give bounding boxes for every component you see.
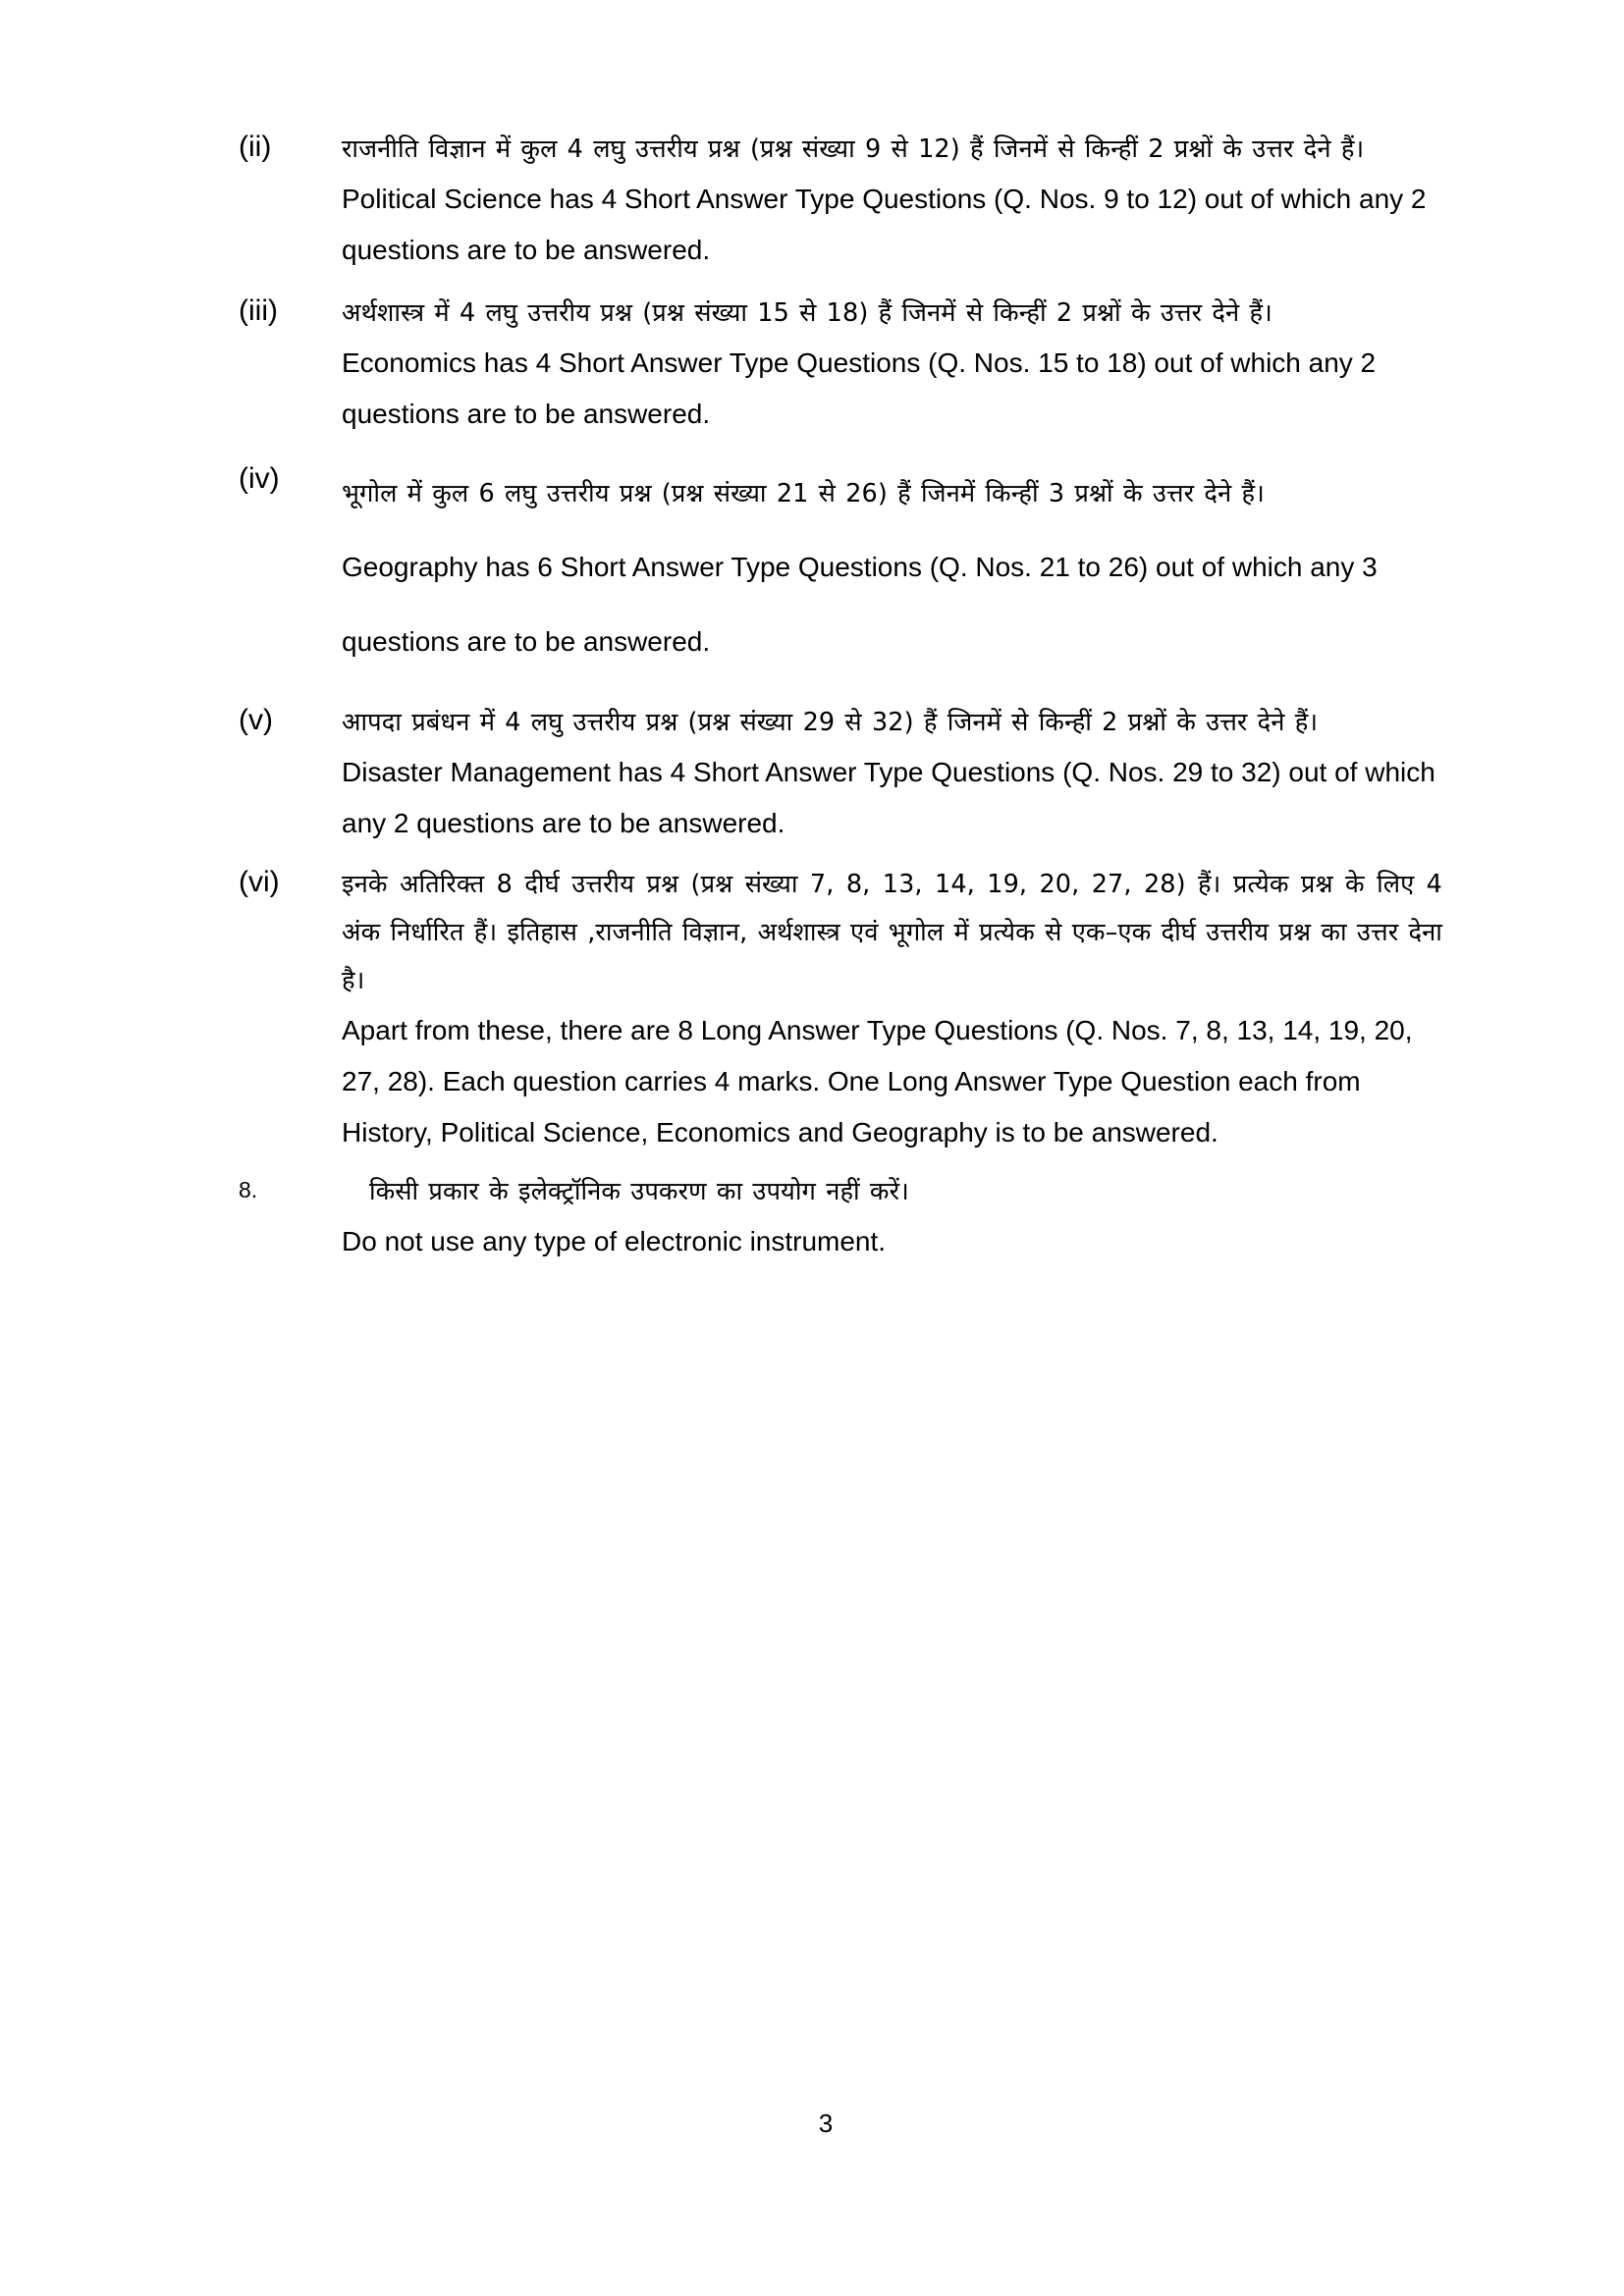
item-marker-vi: (vi) [239, 866, 280, 898]
item-body-8 [342, 1168, 1442, 1267]
item-marker-8: 8. [239, 1177, 258, 1202]
item-body-v [342, 699, 1442, 849]
page-number [0, 2109, 1624, 2139]
item-body-iii [342, 290, 1442, 440]
item-marker-iv: (iv) [239, 462, 280, 495]
item-marker-ii: (ii) [239, 131, 272, 163]
item-english-text-v: Disaster Management has 4 Short Answer Type Questions (Q. Nos. 29 to 32) out of which any 2 questions are to be answered. [342, 757, 1435, 838]
item-english-text-vi: Apart from these, there are 8 Long Answer Type Questions (Q. Nos. 7, 8, 13, 14, 19, 20, 27, 28). Each question carries 4 marks. One Long Answer Type Question each from History, Political Science, Economics and Geography is to be answered. [342, 1015, 1413, 1148]
instruction-item-8 [0, 1168, 1624, 1267]
item-marker-iii: (iii) [239, 294, 278, 327]
instruction-item-iii [0, 290, 1624, 440]
item-english-text-ii: Political Science has 4 Short Answer Type Questions (Q. Nos. 9 to 12) out of which any 2 questions are to be answered. [342, 184, 1427, 265]
instruction-item-ii [0, 126, 1624, 276]
page-number-value: 3 [818, 2109, 834, 2138]
item-english-text-iv: Geography has 6 Short Answer Type Questions (Q. Nos. 21 to 26) out of which any 3 questions are to be answered. [342, 552, 1378, 657]
item-hindi-text-v: आपदा प्रबंधन में 4 लघु उत्तरीय प्रश्न (प्रश्न संख्या 29 से 32) हैं जिनमें से किन्हीं 2 प्रश्नों के उत्तर देने हैं। [342, 708, 1319, 737]
item-body-iv [342, 457, 1442, 679]
instruction-item-vi [0, 861, 1624, 1158]
item-hindi-text-iv: भूगोल में कुल 6 लघु उत्तरीय प्रश्न (प्रश्न संख्या 21 से 26) हैं जिनमें किन्हीं 3 प्रश्नों के उत्तर देने हैं। [342, 479, 1265, 508]
item-body-vi [342, 861, 1442, 1158]
item-english-text-8: Do not use any type of electronic instrument. [342, 1226, 887, 1256]
item-hindi-text-ii: राजनीति विज्ञान में कुल 4 लघु उत्तरीय प्रश्न (प्रश्न संख्या 9 से 12) हैं जिनमें से किन्हीं 2 प्रश्नों के उत्तर देने हैं। [342, 134, 1365, 164]
instruction-item-v [0, 699, 1624, 849]
item-hindi-text-vi: इनके अतिरिक्त 8 दीर्घ उत्तरीय प्रश्न (प्रश्न संख्या 7, 8, 13, 14, 19, 20, 27, 28) हैं। प्रत्येक प्रश्न के लिए 4 अंक निर्धारित हैं। इतिहास ,राजनीति विज्ञान, अर्थशास्त्र एवं भूगोल में प्रत्येक से एक–एक दीर्घ उत्तरीय प्रश्न का उत्तर देना है। [342, 870, 1442, 995]
item-body-ii [342, 126, 1442, 276]
item-hindi-text-8: किसी प्रकार के इलेक्ट्रॉनिक उपकरण का उपयोग नहीं करें। [369, 1177, 909, 1206]
item-hindi-text-iii: अर्थशास्त्र में 4 लघु उत्तरीय प्रश्न (प्रश्न संख्या 15 से 18) हैं जिनमें से किन्हीं 2 प्रश्नों के उत्तर देने हैं। [342, 298, 1272, 328]
instruction-item-iv [0, 457, 1624, 679]
item-english-text-iii: Economics has 4 Short Answer Type Questions (Q. Nos. 15 to 18) out of which any 2 questions are to be answered. [342, 347, 1377, 429]
item-marker-v: (v) [239, 704, 273, 736]
